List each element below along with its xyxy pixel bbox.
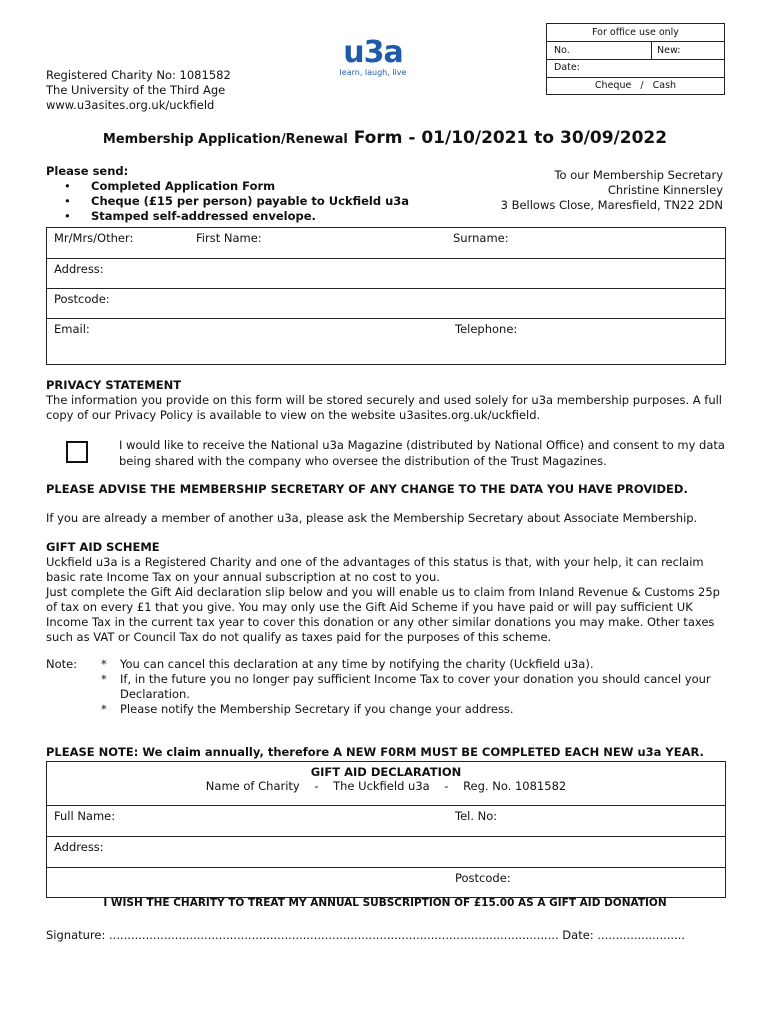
declaration-header (47, 765, 725, 806)
office-date-label: Date: (554, 62, 580, 73)
gift-aid-wish: I WISH THE CHARITY TO TREAT MY ANNUAL SUBSCRIPTION OF £15.00 AS A GIFT AID DONATION (103, 897, 667, 909)
office-date-row (547, 60, 724, 75)
office-use-box (546, 23, 725, 95)
membership-form (46, 227, 726, 365)
address-row[interactable] (47, 259, 725, 289)
note-label: Note: (46, 657, 78, 671)
secretary-address (501, 168, 723, 213)
office-use-title: For office use only (547, 24, 724, 42)
send-item: • Stamped self-addressed envelope. (91, 209, 409, 224)
declaration-charity: Name of Charity - The Uckfield u3a - Reg. No. 1081582 (205, 779, 567, 793)
tel-label: Tel. No: (455, 809, 498, 823)
office-new-label: New: (657, 45, 681, 56)
send-item: • Completed Application Form (91, 179, 409, 194)
name-row[interactable] (47, 228, 725, 259)
title-prefix: Membership Application/Renewal (102, 132, 348, 147)
bullet-star-icon: * (101, 672, 107, 686)
organisation-info (46, 68, 231, 113)
first-name-label: First Name: (196, 231, 262, 245)
signature-line[interactable]: Signature: ........................................................................................................................... Date: ........................ (46, 928, 686, 942)
note-item: Please notify the Membership Secretary if you change your address. (120, 702, 514, 716)
charity-number: Registered Charity No: 1081582 (46, 68, 231, 82)
advise-notice: PLEASE ADVISE THE MEMBERSHIP SECRETARY OF ANY CHANGE TO THE DATA YOU HAVE PROVIDED. (46, 482, 688, 496)
privacy-body: The information you provide on this form will be stored securely and used solely for u3a membership purposes. A full copy of our Privacy Policy is available to view on the website u3asites.org.uk/uckfield. (46, 393, 723, 422)
annual-claim-notice: PLEASE NOTE: We claim annually, therefore A NEW F0RM MUST BE COMPLETED EACH NEW u3a YEAR. (46, 745, 704, 759)
postcode-row[interactable] (47, 289, 725, 319)
secretary-name: Christine Kinnersley (607, 183, 723, 197)
secretary-line: 3 Bellows Close, Maresfield, TN22 2DN (500, 198, 723, 212)
telephone-label: Telephone: (455, 322, 518, 336)
surname-label: Surname: (453, 231, 509, 245)
u3a-logo (334, 35, 412, 77)
office-payment-row: Cheque / Cash (547, 77, 724, 94)
secretary-line: To our Membership Secretary (554, 168, 723, 182)
send-heading: Please send: (46, 164, 129, 178)
note-item: If, in the future you no longer pay sufficient Income Tax to cover your donation you should cancel your Declaration. (120, 672, 711, 701)
please-send (46, 164, 409, 224)
privacy-statement (46, 378, 726, 423)
logo-mark: u3a (343, 35, 403, 70)
gift-aid-p1: Uckfield u3a is a Registered Charity and one of the advantages of this status is that, with your help, it can reclaim basic rate Income Tax on your annual subscription at no cost to you. (46, 555, 704, 584)
gift-aid-scheme (46, 540, 726, 645)
office-no-label: No. (554, 45, 570, 56)
bullet-star-icon: * (101, 702, 107, 716)
email-row[interactable] (47, 319, 725, 364)
organisation-name: The University of the Third Age (46, 83, 226, 97)
privacy-heading: PRIVACY STATEMENT (46, 378, 182, 392)
gift-aid-declaration (46, 761, 726, 898)
bullet-star-icon: * (101, 657, 107, 671)
full-name-row[interactable] (47, 806, 725, 837)
gift-aid-p2: Just complete the Gift Aid declaration slip below and you will enable us to claim from Inland Revenue & Customs 25p of tax on every £1 that you give. You may only use the Gift Aid Scheme if you have paid or will pay sufficient UK Income Tax in the current tax year to cover this donation or any other similar donations you may make. Other taxes such as VAT or Council Tax do not qualify as taxes paid for the purposes of this scheme. (46, 585, 720, 644)
title-main: Form - 01/10/2021 to 30/09/2022 (347, 128, 668, 148)
postcode-label: Postcode: (54, 292, 110, 306)
logo-tagline: learn, laugh, live (339, 68, 407, 77)
send-item: • Cheque (£15 per person) payable to Uckfield u3a (91, 194, 409, 209)
declaration-postcode-label: Postcode: (455, 871, 511, 885)
magazine-consent-checkbox[interactable] (66, 441, 88, 463)
full-name-label: Full Name: (54, 809, 116, 823)
magazine-consent-text: I would like to receive the National u3a Magazine (distributed by National Office) and consent to my data being shared with the company who oversee the distribution of the Trust Magazines. (119, 438, 725, 468)
declaration-postcode-row[interactable] (47, 868, 725, 897)
declaration-heading: GIFT AID DECLARATION (310, 765, 462, 779)
title-field-label: Mr/Mrs/Other: (54, 231, 134, 245)
website: www.u3asites.org.uk/uckfield (46, 98, 215, 112)
note-item: You can cancel this declaration at any time by notifying the charity (Uckfield u3a). (120, 657, 594, 671)
declaration-address-row[interactable] (47, 837, 725, 868)
address-label: Address: (54, 262, 104, 276)
declaration-address-label: Address: (54, 840, 104, 854)
gift-aid-heading: GIFT AID SCHEME (46, 540, 160, 554)
associate-membership: If you are already a member of another u3a, please ask the Membership Secretary about Associate Membership. (46, 511, 698, 525)
office-no-row (547, 42, 724, 60)
email-label: Email: (54, 322, 90, 336)
page-title (0, 128, 770, 148)
